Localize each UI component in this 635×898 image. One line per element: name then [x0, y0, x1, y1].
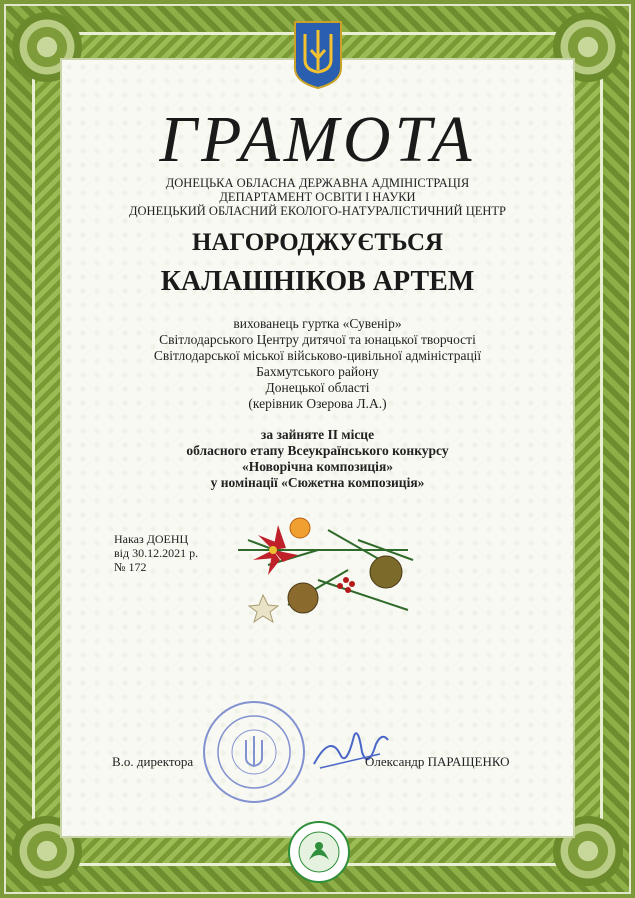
achievement-line: «Новорічна композиція»: [242, 459, 393, 474]
christmas-decoration-image: [228, 510, 418, 635]
recipient-name: КАЛАШНІКОВ АРТЕМ: [160, 266, 475, 297]
description-line: Донецької області: [265, 380, 370, 395]
achievement-line: обласного етапу Всеукраїнського конкурсу: [186, 443, 449, 458]
description-line: Світлодарського Центру дитячої та юнацької творчості: [159, 332, 476, 347]
achievement-line: у номінації «Сюжетна композиція»: [210, 475, 425, 490]
coat-of-arms-icon: [293, 20, 343, 90]
eco-center-logo: [287, 820, 351, 884]
organization-line: ДЕПАРТАМЕНТ ОСВІТИ І НАУКИ: [219, 190, 416, 204]
description-line: (керівник Озерова Л.А.): [248, 396, 387, 411]
organization-line: ДОНЕЦЬКА ОБЛАСНА ДЕРЖАВНА АДМІНІСТРАЦІЯ: [165, 176, 470, 190]
description-line: Світлодарської міської військово-цивільної адміністрації: [153, 348, 482, 363]
document-title: ГРАМОТА: [159, 103, 476, 176]
official-stamp: [202, 700, 306, 804]
organization-line: ДОНЕЦЬКИЙ ОБЛАСНИЙ ЕКОЛОГО-НАТУРАЛІСТИЧНИЙ ЦЕНТР: [128, 204, 506, 218]
description-line: Бахмутського району: [256, 364, 379, 379]
achievement-line: за зайняте ІІ місце: [260, 427, 375, 442]
order-line: від 30.12.2021 р.: [114, 546, 199, 560]
order-line: Наказ ДОЕНЦ: [114, 532, 189, 546]
signatory-name: Олександр ПАРАЩЕНКО: [365, 754, 510, 769]
signatory-role: В.о. директора: [112, 754, 194, 769]
order-line: № 172: [114, 560, 147, 574]
description-line: вихованець гуртка «Сувенір»: [233, 316, 402, 331]
award-heading: НАГОРОДЖУЄТЬСЯ: [191, 229, 444, 256]
